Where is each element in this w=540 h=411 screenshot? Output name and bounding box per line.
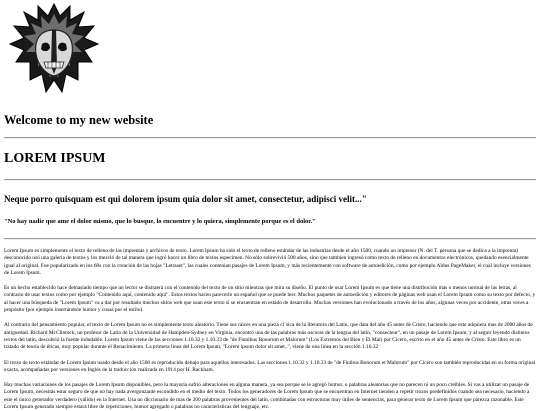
section-title: LOREM IPSUM xyxy=(4,151,106,166)
divider xyxy=(4,137,536,139)
paragraph: Lorem Ipsum es simplemente el texto de relleno de las imprentas y archivos de texto. Lorem Ipsum ha sido el texto de relleno estándar de las industrias desde el año 1500, cuando un impresor (N. del T. persona que se dedica a la imprenta) desconocido usó una galería de textos y los mezcló de tal manera que logró hacer un libro de textos especimen. No sólo sobrevivió 500 años, sino que tambien ingresó como texto de relleno en documentos electrónicos, quedando esencialmente igual al original. Fue popularizado en los 60s con la creación de las hojas "Letraset", las cuales contenian pasajes de Lorem Ipsum, y más recientemente con software de autoedición, como por ejemplo Aldus PageMaker, el cual incluye versiones de Lorem Ipsum. xyxy=(4,248,531,276)
paragraph: Al contrario del pensamiento popular, el texto de Lorem Ipsum no es simplemente texto aleatorio. Tiene sus raices en una pieza cl´sica de la literatura del Latin, que data del año 45 antes de Cristo, haciendo que este adquiera mas de 2000 años de antiguedad. Richard McClintock, un profesor de Latin de la Universidad de Hampden-Sydney en Virginia, encontró una de las palabras más oscuras de la lengua del latín, "consecteur", en un pasaje de Lorem Ipsum, y al seguir leyendo distintos textos del latín, descubrió la fuente indudable. Lorem Ipsum viene de las secciones 1.10.32 y 1.10.33 de "de Finnibus Bonorum et Malorum" (Los Extremos del Bien y El Mal) por Cicero, escrito en el año 45 antes de Cristo. Este libro es un tratado de teoría de éticas, muy popular durante el Renacimiento. La primera linea del Lorem Ipsum, "Lorem ipsum dolor sit amet..", viene de una linea en la sección 1.10.32 xyxy=(4,322,533,351)
welcome-heading: Welcome to my new website xyxy=(4,113,154,127)
paragraph: Es un hecho establecido hace demasiado tiempo que un lector se distraerá con el contenido del texto de un sitio mientras que mira su diseño. El punto de usar Lorem Ipsum es que tiene una distribución más o menos normal de las letras, al contrario de usar textos como por ejemplo "Contenido aquí, contenido aquí". Estos textos hacen parecerlo un español que se puede leer. Muchos paquetes de autoedición y editores de páginas web usan el Lorem Ipsum como su texto por defecto, y al hacer una búsqueda de "Lorem Ipsum" va a dar por resultado muchos sitios web que usan este texto si se encuentran en estado de desarrollo. Muchas versiones han evolucionado a través de los años, algunas veces por accidente, otras veces a propósito (por ejemplo insertándole humor y cosas por el estilo). xyxy=(4,285,536,314)
paragraph: Hay muchas variaciones de los pasajes de Lorem Ipsum disponibles, pero la mayoría sufrió alteraciones en alguna manera, ya sea porque se le agregó humor, o palabras aleatorias que no parecen ni un poco creíbles. Si vas a utilizar un pasaje de Lorem Ipsum, necesitás estar seguro de que no hay nada avergonzante escondido en el medio del texto. Todos los generadores de Lorem Ipsum que se encuentran en Internet tienden a repetir trozos predefinidos cuando sea necesario, haciendo a este el único generador verdadero (válido) en la Internet. Usa un diccionario de mas de 200 palabras provenientes del latín, combinadas con estructuras muy útiles de sentencias, para generar texto de Lorem Ipsum que parezca razonable. Este Lorem Ipsum generado siempre estará libre de repeticiones, humor agregado o palabras no características del lenguaje, etc. xyxy=(4,382,530,411)
divider xyxy=(4,238,536,240)
quote-heading: Neque porro quisquam est qui dolorem ipsum quia dolor sit amet, consectetur, adipisci velit..." xyxy=(4,194,367,204)
paragraph: El trozo de texto estándar de Lorem Ipsum usado desde el año 1500 es reproducido debajo para aquellos interesados. Las secciones 1.10.32 y 1.10.33 de "de Finibus Bonorum et Malorum" por Cicero son también reproducidas en su forma original exacta, acompañadas por versiones en Inglés de la traducción realizada en 1914 por H. Rackham. xyxy=(4,359,536,373)
skull-mask-logo-icon xyxy=(4,0,104,100)
quote-subheading: "No hay nadie que ame el dolor mismo, que lo busque, lo encuentre y lo quiera, simplemente porque es el dolor." xyxy=(4,218,316,225)
divider xyxy=(4,179,536,181)
